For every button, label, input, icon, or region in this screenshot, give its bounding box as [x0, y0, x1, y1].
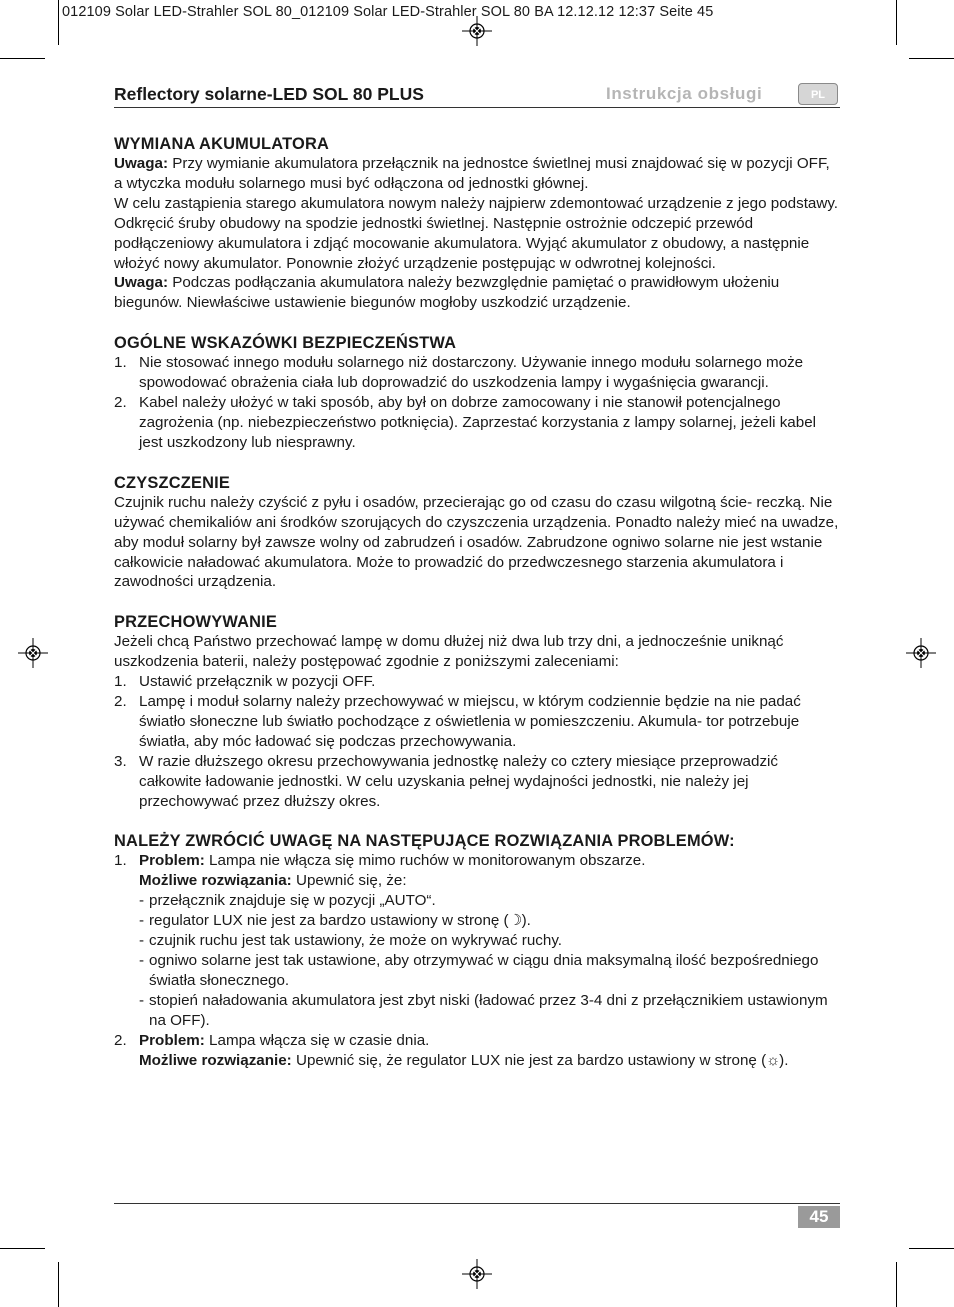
list-number: 3.	[114, 752, 127, 770]
solutions-label: Możliwe rozwiązania:	[139, 872, 292, 890]
list-number: 1.	[114, 354, 127, 372]
solution-text-end: ).	[521, 912, 531, 930]
section-battery-replacement	[114, 134, 840, 313]
solution-item	[139, 951, 840, 991]
section-cleaning	[114, 473, 840, 593]
solution-text: regulator LUX nie jest za bardzo ustawiony w stronę (	[149, 912, 509, 930]
problem-label: Problem:	[139, 852, 205, 870]
solution-text: Upewnić się, że regulator LUX nie jest za bardzo ustawiony w stronę (	[291, 1051, 767, 1069]
language-badge: PL	[798, 83, 838, 105]
list-text: Nie stosować innego modułu solarnego niż dostarczony. Używanie innego modułu solarnego może spowodować obrażenia ciała lub doprowadzić do uszkodzenia lampy i wygaśnięcia gwarancji.	[139, 354, 804, 392]
section-storage	[114, 612, 840, 811]
problem-line	[139, 1031, 840, 1051]
note-label: Uwaga:	[114, 155, 169, 172]
crop-mark	[58, 1262, 59, 1307]
paragraph	[114, 154, 840, 194]
solution-text: stopień naładowania akumulatora jest zbyt niski (ładować przez 3-4 dni z przełącznikiem ustawionym na OFF).	[149, 991, 828, 1029]
problem-label: Problem:	[139, 1031, 205, 1049]
solution-label: Możliwe rozwiązanie:	[139, 1051, 292, 1069]
section-heading: WYMIANA AKUMULATORA	[114, 135, 330, 153]
list-text: Ustawić przełącznik w pozycji OFF.	[139, 673, 376, 691]
note-label: Uwaga:	[114, 274, 169, 292]
moon-icon: ☽	[508, 912, 523, 930]
paragraph	[114, 273, 840, 313]
dash: -	[139, 932, 145, 950]
registration-mark-icon	[18, 638, 48, 668]
crop-mark	[0, 58, 45, 59]
solution-item	[139, 931, 840, 951]
solution-item	[139, 891, 840, 911]
list-item	[114, 393, 840, 453]
solution-line	[139, 1051, 840, 1071]
list-text: Kabel należy ułożyć w taki sposób, aby był on dobrze zamocowany i nie stanowił potencjalnego zagrożenia (np. niebezpieczeństwo potknięcia). Zaprzestać korzystania z lampy solarnej, jeżeli kabel jest uszkodzony lub niesprawny.	[139, 394, 817, 451]
footer-divider	[114, 1203, 840, 1204]
solution-list	[139, 891, 840, 1030]
list-number: 1.	[114, 852, 127, 870]
section-troubleshooting	[114, 831, 840, 1070]
problem-line	[139, 851, 840, 871]
crop-mark	[896, 1262, 897, 1307]
solution-item	[139, 911, 840, 931]
section-heading: CZYSZCZENIE	[114, 473, 231, 492]
section-heading: NALEŻY ZWRÓCIĆ UWAGĘ NA NASTĘPUJĄCE ROZWIĄZANIA PROBLEMÓW:	[114, 832, 735, 851]
list-item	[114, 752, 840, 812]
sun-icon: ☼	[766, 1051, 781, 1069]
problem-text: Lampa nie włącza się mimo ruchów w monitorowanym obszarze.	[204, 852, 646, 870]
list-number: 2.	[114, 394, 127, 412]
list-number: 2.	[114, 693, 127, 711]
paragraph: Czujnik ruchu należy czyścić z pyłu i osadów, przecierając go od czasu do czasu wilgotną ście- reczką. Nie używać chemikaliów ani środków szorujących do czyszczenia urządzenia. Ponadto należy mieć na uwadze, aby moduł solarny był zawsze wolny od zabrudzeń i osadów. Zabrudzone ogniwo solarne nie jest wstanie całkowicie naładować akumulatora. Może to prowadzić do przedwczesnego starzenia akumulatora i zawodności urządzenia.	[114, 493, 839, 591]
section-heading: OGÓLNE WSKAZÓWKI BEZPIECZEŃSTWA	[114, 334, 457, 353]
note-text: Podczas podłączania akumulatora należy bezwzględnie pamiętać o prawidłowym ułożeniu biegunów. Niewłaściwe ustawienie biegunów mogłoby uszkodzić urządzenie.	[114, 274, 780, 312]
registration-mark-icon	[462, 16, 492, 46]
print-slug: 012109 Solar LED-Strahler SOL 80_012109 Solar LED-Strahler SOL 80 BA 12.12.12 12:37 Seite 45	[62, 4, 714, 20]
page-title: Reflectory solarne-LED SOL 80 PLUS	[114, 84, 424, 104]
section-safety	[114, 333, 840, 453]
dash: -	[139, 892, 145, 910]
solution-text: przełącznik znajduje się w pozycji „AUTO“.	[149, 892, 436, 910]
solution-text: czujnik ruchu jest tak ustawiony, że może on wykrywać ruchy.	[149, 932, 563, 950]
page-number: 45	[798, 1206, 840, 1228]
list-text: Lampę i moduł solarny należy przechowywać w miejscu, w którym codziennie będzie na nie padać światło słoneczne lub światło pochodzące z oświetlenia w pomieszczeniu. Akumula- tor potrzebuje światła, aby móc ładować się podczas przechowywania.	[139, 693, 801, 750]
crop-mark	[909, 1248, 954, 1249]
paragraph: Jeżeli chcą Państwo przechować lampę w domu dłużej niż dwa lub trzy dni, a jednocześnie uniknąć uszkodzenia baterii, należy postępować zgodnie z poniższymi zaleceniami:	[114, 633, 784, 671]
list-item	[114, 672, 840, 692]
dash: -	[139, 952, 145, 969]
crop-mark	[909, 58, 954, 59]
numbered-list	[114, 851, 840, 1070]
registration-mark-icon	[906, 638, 936, 668]
header-divider	[114, 107, 840, 108]
solution-text: ogniwo solarne jest tak ustawione, aby otrzymywać w ciągu dnia maksymalną ilość bezpośredniego światła słonecznego.	[149, 952, 819, 989]
document-body	[114, 134, 840, 1090]
list-item	[114, 692, 840, 752]
dash: -	[139, 912, 145, 930]
list-item	[114, 353, 840, 393]
section-heading: PRZECHOWYWANIE	[114, 613, 278, 632]
list-number: 2.	[114, 1031, 127, 1049]
registration-mark-icon	[462, 1259, 492, 1289]
list-number: 1.	[114, 673, 127, 691]
list-text: W razie dłuższego okresu przechowywania jednostkę należy co cztery miesiące przeprowadzić całkowite ładowanie jednostki. W celu uzyskania pełnej wydajności jednostki, nie należy jej przechowywać przez dłuższy okres.	[139, 752, 779, 810]
manual-label: Instrukcja obsługi	[606, 84, 763, 103]
solutions-text: Upewnić się, że:	[291, 872, 407, 890]
crop-mark	[896, 0, 897, 45]
crop-mark	[58, 0, 59, 45]
note-text: Przy wymianie akumulatora przełącznik na jednostce świetlnej musi znajdować się w pozycji OFF, a wtyczka modułu solarnego musi być odłączona od jednostki głównej.	[114, 155, 830, 192]
solutions-line	[139, 871, 840, 891]
problem-text: Lampa włącza się w czasie dnia.	[204, 1031, 430, 1049]
list-item	[114, 1031, 840, 1071]
solution-text-end: ).	[779, 1051, 789, 1069]
crop-mark	[0, 1248, 45, 1249]
solution-item	[139, 991, 840, 1031]
numbered-list	[114, 672, 840, 811]
paragraph: W celu zastąpienia starego akumulatora nowym należy najpierw zdemontować urządzenie z jego podstawy. Odkręcić śruby obudowy na spodzie jednostki świetlnej. Następnie ostrożnie odczepić przewód podłączeniowy akumulatora i zdjąć mocowanie akumulatora. Wyjąć akumulator z obudowy, a następnie włożyć nowy akumulator. Ponownie złożyć urządzenie postępując w odwrotnej kolejności.	[114, 194, 839, 272]
dash: -	[139, 991, 145, 1009]
numbered-list	[114, 353, 840, 453]
list-item	[114, 851, 840, 1030]
